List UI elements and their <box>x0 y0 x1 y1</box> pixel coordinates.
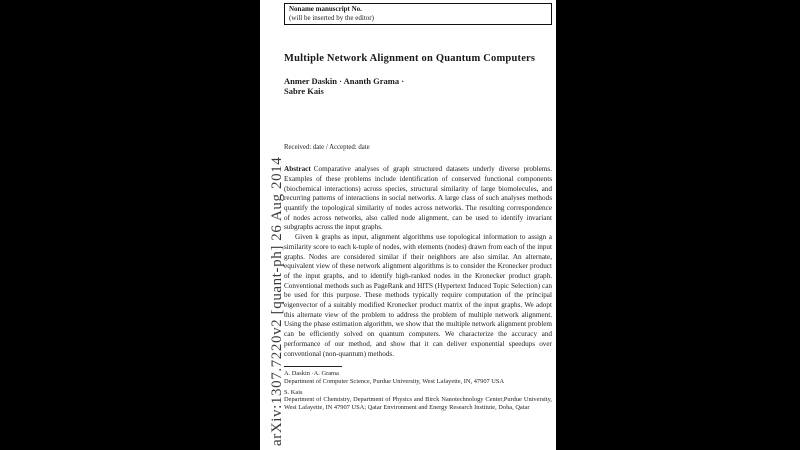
abstract-text: Comparative analyses of graph structured datasets underly diverse problems. Examples of these problems include identification of conserved functional components (biochemical interactions) across species, structural similarity of large biomolecules, and recurring patterns of interactions in social networks. A large class of such analyses methods quantify the topological similarity of nodes across networks. The resulting correspondence of nodes across networks, also called node alignment, can be used to identify invariant subgraphs across the input graphs. <box>284 165 552 232</box>
abstract-paragraph <box>284 165 552 233</box>
manuscript-note-title: Noname manuscript No. <box>289 5 362 13</box>
body-paragraph: Given k graphs as input, alignment algorithms use topological information to assign a similarity score to each k-tuple of nodes, with elements (nodes) drawn from each of the input graphs. Nodes are considered similar if their neighbors are also similar. An alternate, equivalent view of these network alignment algorithms is to consider the Kronecker product of the input graphs, and to identify high-ranked nodes in the Kronecker product graph. Conventional methods such as PageRank and HITS (Hypertext Induced Topic Selection) can be used for this purpose. These methods typically require computation of the principal eigenvector of a suitably modified Kronecker product matrix of the input graphs. We adopt this alternate view of the problem to address the problem of multiple network alignment. Using the phase estimation algorithm, we show that the multiple network alignment problem can be efficiently solved on quantum computers. We characterize the accuracy and performance of our method, and show that it can deliver exponential speedups over conventional (non-quantum) methods. <box>284 233 552 358</box>
authors-line-2: Sabre Kais <box>284 86 324 97</box>
footnote-kais <box>284 389 552 411</box>
paper-content-column <box>284 0 552 415</box>
footnote-affiliation: Department of Chemistry, Department of Physics and Birck Nanotechnology Center,Purdue University, West Lafayette, IN 47907 USA; Qatar Environment and Energy Research Institute, Doha, Qatar <box>284 396 552 411</box>
received-accepted-dates: Received: date / Accepted: date <box>284 144 370 152</box>
paper-page <box>260 0 556 450</box>
footnote-daskin-grama <box>284 370 552 385</box>
arxiv-watermark: arXiv:1307.7220v2 [quant-ph] 26 Aug 2014 <box>269 156 285 446</box>
paper-title: Multiple Network Alignment on Quantum Computers <box>284 53 536 65</box>
footnote-author-names: A. Daskin ·A. Grama <box>284 370 339 378</box>
paper-authors <box>284 76 552 96</box>
footnote-affiliation: Department of Computer Science, Purdue University, West Lafayette, IN, 47907 USA <box>284 377 505 385</box>
footnote-rule <box>284 366 342 367</box>
abstract-label: Abstract <box>284 165 311 174</box>
footnote-author-names: S. Kais <box>284 389 303 397</box>
manuscript-note-box <box>284 3 552 25</box>
authors-line-1: Anmer Daskin · Ananth Grama · <box>284 76 405 87</box>
manuscript-note-subtitle: (will be inserted by the editor) <box>289 13 374 22</box>
